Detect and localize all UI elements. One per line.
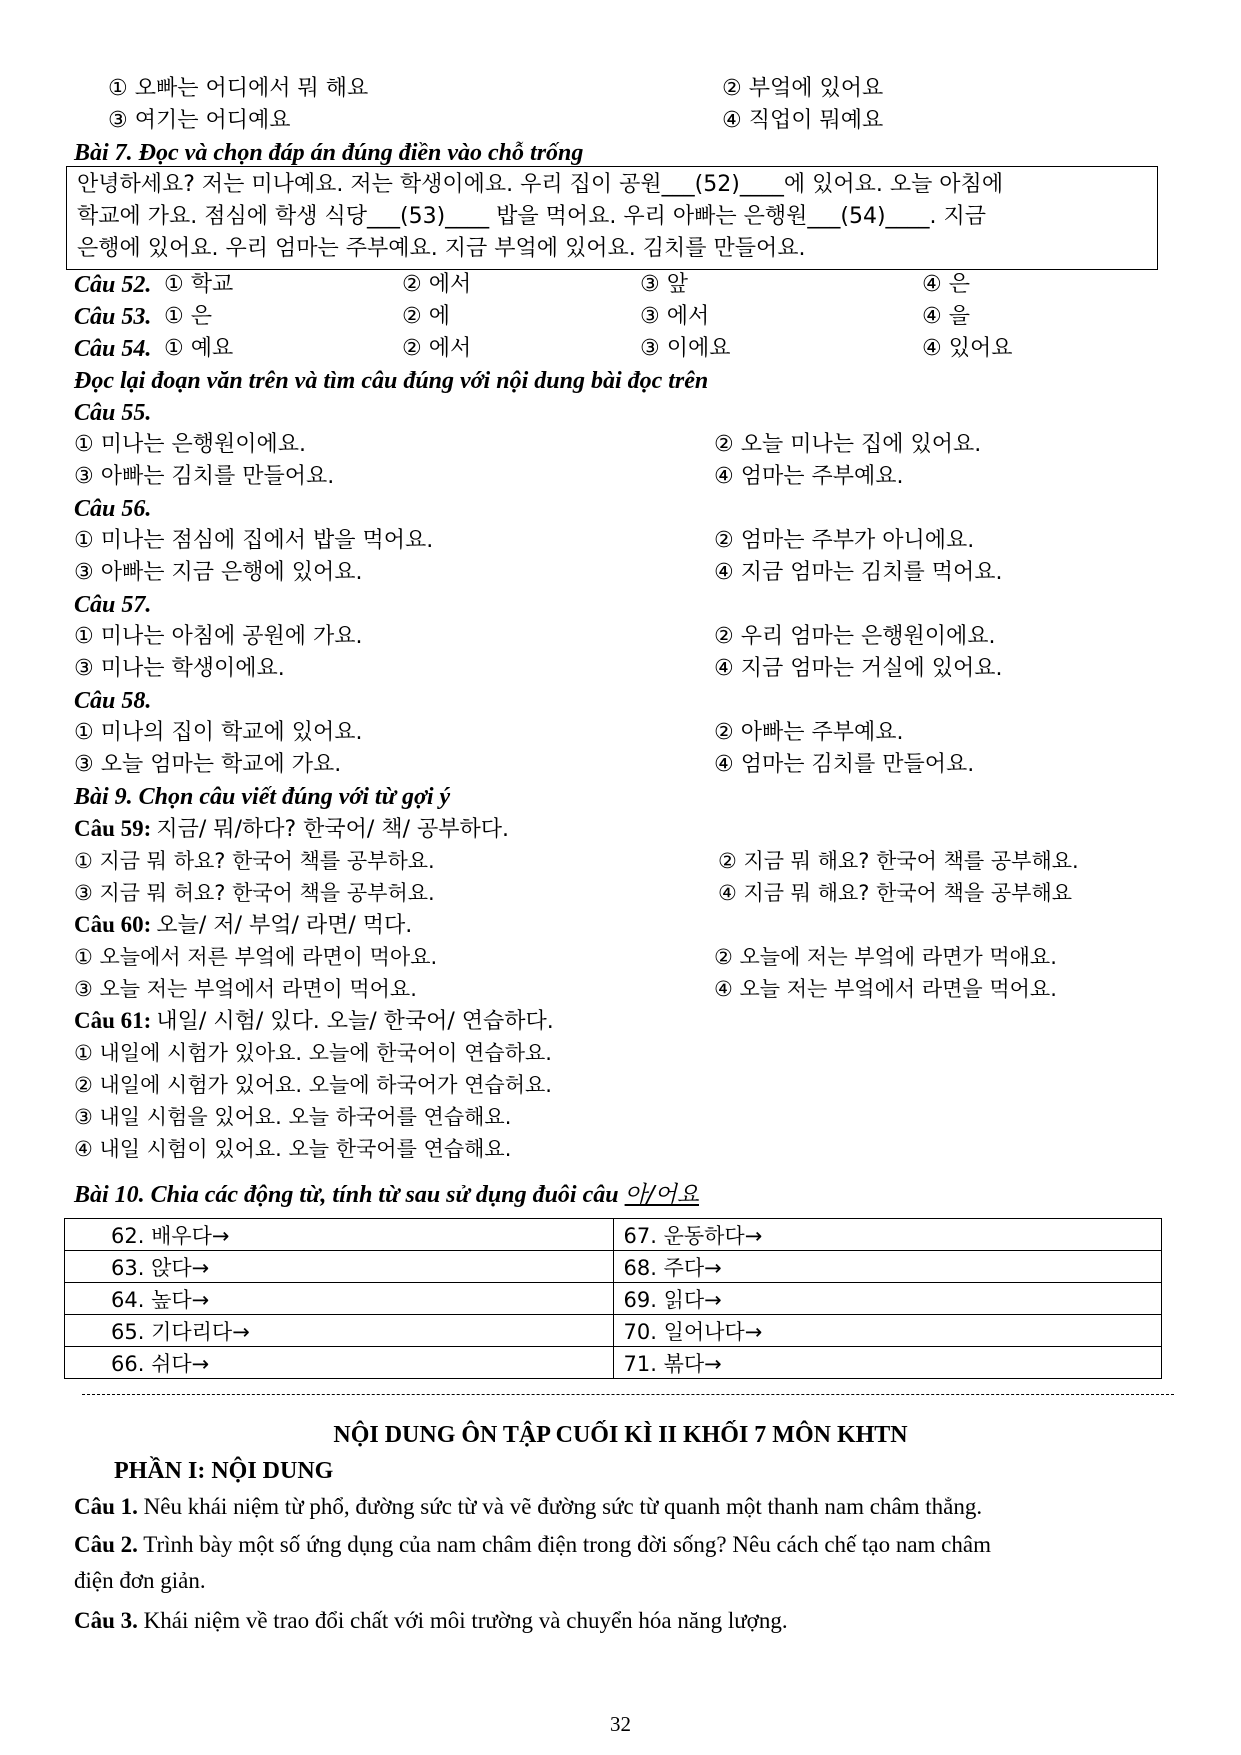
table-cell: 65. 기다리다→ xyxy=(65,1315,614,1347)
option: ③ 미나는 학생이에요. xyxy=(74,656,285,681)
option: ② 지금 뭐 해요? 한국어 책를 공부해요. xyxy=(718,849,1079,873)
option: ① 오늘에서 저른 부엌에 라면이 먹아요. xyxy=(74,945,438,969)
question-label: Câu 59: xyxy=(74,816,152,841)
option: ② 오늘에 저는 부엌에 라면가 먹애요. xyxy=(714,945,1057,969)
table-cell: 69. 읽다→ xyxy=(613,1283,1162,1315)
question-label: Câu 53. xyxy=(74,304,152,330)
question-60 xyxy=(74,910,412,940)
table-cell: 62. 배우다→ xyxy=(65,1219,614,1251)
option: ① 예요 xyxy=(164,336,234,361)
option: ① 미나의 집이 학교에 있어요. xyxy=(74,720,363,745)
option: ③ 오늘 저는 부엌에서 라면이 먹어요. xyxy=(74,977,417,1001)
passage-line: 학교에 가요. 점심에 학생 식당___(53)____ 밥을 먹어요. 우리 아빠는 은행원___(54)____. 지금 xyxy=(77,204,987,229)
top-option-4: ④ 직업이 뭐예요 xyxy=(722,108,884,133)
passage-line: 은행에 있어요. 우리 엄마는 주부예요. 지금 부엌에 있어요. 김치를 만들어요. xyxy=(77,236,806,261)
part-heading: PHẦN I: NỘI DUNG xyxy=(114,1458,334,1484)
bai10-heading-text: Bài 10. Chia các động từ, tính từ sau sử dụng đuôi câu xyxy=(74,1182,625,1208)
question-59 xyxy=(74,814,509,844)
option: ① 미나는 아침에 공원에 가요. xyxy=(74,624,363,649)
conjugation-table xyxy=(64,1218,1162,1379)
option: ④ 오늘 저는 부엌에서 라면을 먹어요. xyxy=(714,977,1057,1001)
question-prompt: 오늘/ 저/ 부엌/ 라면/ 먹다. xyxy=(156,913,413,938)
reread-heading: Đọc lại đoạn văn trên và tìm câu đúng với nội dung bài đọc trên xyxy=(74,368,709,394)
bai10-heading xyxy=(74,1180,699,1210)
option: ① 학교 xyxy=(164,272,234,297)
option: ④ 있어요 xyxy=(922,336,1013,361)
question-text: Khái niệm về trao đổi chất với môi trường và chuyển hóa năng lượng. xyxy=(143,1608,788,1633)
table-cell: 68. 주다→ xyxy=(613,1251,1162,1283)
option: ④ 지금 엄마는 김치를 먹어요. xyxy=(714,560,1003,585)
table-cell: 64. 높다→ xyxy=(65,1283,614,1315)
question-prompt: 지금/ 뭐/하다? 한국어/ 책/ 공부하다. xyxy=(156,817,509,842)
option: ③ 아빠는 김치를 만들어요. xyxy=(74,464,335,489)
question-prompt: 내일/ 시험/ 있다. 오늘/ 한국어/ 연습하다. xyxy=(156,1009,554,1034)
table-cell: 70. 일어나다→ xyxy=(613,1315,1162,1347)
table-row xyxy=(65,1251,1162,1283)
option: ③ 이에요 xyxy=(640,336,731,361)
option: ③ 에서 xyxy=(640,304,710,329)
option: ① 은 xyxy=(164,304,212,329)
option: ④ 엄마는 김치를 만들어요. xyxy=(714,752,975,777)
question-61 xyxy=(74,1006,554,1036)
khtn-question-2 xyxy=(74,1530,991,1560)
question-text: Nêu khái niệm từ phổ, đường sức từ và vẽ đường sức từ quanh một thanh nam châm thẳng. xyxy=(143,1494,983,1519)
option: ④ 지금 뭐 해요? 한국어 책을 공부해요 xyxy=(718,881,1073,905)
option: ④ 은 xyxy=(922,272,970,297)
question-label: Câu 55. xyxy=(74,400,152,426)
option: ① 지금 뭐 하요? 한국어 책를 공부하요. xyxy=(74,849,435,873)
option: ④ 을 xyxy=(922,304,970,329)
question-label: Câu 60: xyxy=(74,912,152,937)
question-label: Câu 52. xyxy=(74,272,152,298)
option: ③ 아빠는 지금 은행에 있어요. xyxy=(74,560,363,585)
table-row xyxy=(65,1315,1162,1347)
question-label: Câu 57. xyxy=(74,592,152,618)
bai7-heading: Bài 7. Đọc và chọn đáp án đúng điền vào chỗ trống xyxy=(74,140,584,166)
table-row xyxy=(65,1219,1162,1251)
option: ① 미나는 은행원이에요. xyxy=(74,432,306,457)
option: ④ 엄마는 주부예요. xyxy=(714,464,904,489)
option: ② 엄마는 주부가 아니에요. xyxy=(714,528,975,553)
table-cell: 67. 운동하다→ xyxy=(613,1219,1162,1251)
top-option-1: ① 오빠는 어디에서 뭐 해요 xyxy=(108,76,369,101)
table-cell: 63. 앉다→ xyxy=(65,1251,614,1283)
question-label: Câu 61: xyxy=(74,1008,152,1033)
question-label: Câu 56. xyxy=(74,496,152,522)
option: ① 미나는 점심에 집에서 밥을 먹어요. xyxy=(74,528,434,553)
option: ② 에서 xyxy=(402,272,472,297)
question-text: Trình bày một số ứng dụng của nam châm điện trong đời sống? Nêu cách chế tạo nam châm xyxy=(143,1532,991,1557)
option: ① 내일에 시험가 있아요. 오늘에 한국어이 연습하요. xyxy=(74,1041,552,1065)
khtn-question-1 xyxy=(74,1492,982,1522)
option: ③ 지금 뭐 허요? 한국어 책을 공부허요. xyxy=(74,881,435,905)
passage-line: 안녕하세요? 저는 미나예요. 저는 학생이에요. 우리 집이 공원___(52)____에 있어요. 오늘 아침에 xyxy=(77,172,1004,197)
table-cell: 71. 볶다→ xyxy=(613,1347,1162,1379)
option: ③ 앞 xyxy=(640,272,688,297)
option: ② 우리 엄마는 은행원이에요. xyxy=(714,624,996,649)
option: ④ 내일 시험이 있어요. 오늘 한국어를 연습해요. xyxy=(74,1137,512,1161)
section-divider xyxy=(82,1394,1174,1395)
option: ② 에 xyxy=(402,304,450,329)
top-option-3: ③ 여기는 어디예요 xyxy=(108,108,291,133)
question-label: Câu 1. xyxy=(74,1494,138,1519)
bai10-heading-ending: 아/어요 xyxy=(624,1182,699,1208)
question-label: Câu 54. xyxy=(74,336,152,362)
option: ② 내일에 시험가 있어요. 오늘에 하국어가 연습허요. xyxy=(74,1073,552,1097)
khtn-question-3 xyxy=(74,1606,788,1636)
page-number: 32 xyxy=(610,1712,631,1736)
table-row xyxy=(65,1347,1162,1379)
option: ② 오늘 미나는 집에 있어요. xyxy=(714,432,982,457)
question-label: Câu 3. xyxy=(74,1608,138,1633)
top-option-2: ② 부엌에 있어요 xyxy=(722,76,884,101)
option: ③ 오늘 엄마는 학교에 가요. xyxy=(74,752,342,777)
question-text-continued: điện đơn giản. xyxy=(74,1568,206,1593)
reading-passage-box xyxy=(66,166,1158,270)
table-cell: 66. 쉬다→ xyxy=(65,1347,614,1379)
option: ② 아빠는 주부예요. xyxy=(714,720,904,745)
bai9-heading: Bài 9. Chọn câu viết đúng với từ gợi ý xyxy=(74,784,451,810)
table-row xyxy=(65,1283,1162,1315)
question-label: Câu 58. xyxy=(74,688,152,714)
option: ④ 지금 엄마는 거실에 있어요. xyxy=(714,656,1003,681)
khtn-title: NỘI DUNG ÔN TẬP CUỐI KÌ II KHỐI 7 MÔN KHTN xyxy=(333,1422,908,1448)
question-label: Câu 2. xyxy=(74,1532,138,1557)
option: ③ 내일 시험을 있어요. 오늘 하국어를 연습해요. xyxy=(74,1105,512,1129)
option: ② 에서 xyxy=(402,336,472,361)
